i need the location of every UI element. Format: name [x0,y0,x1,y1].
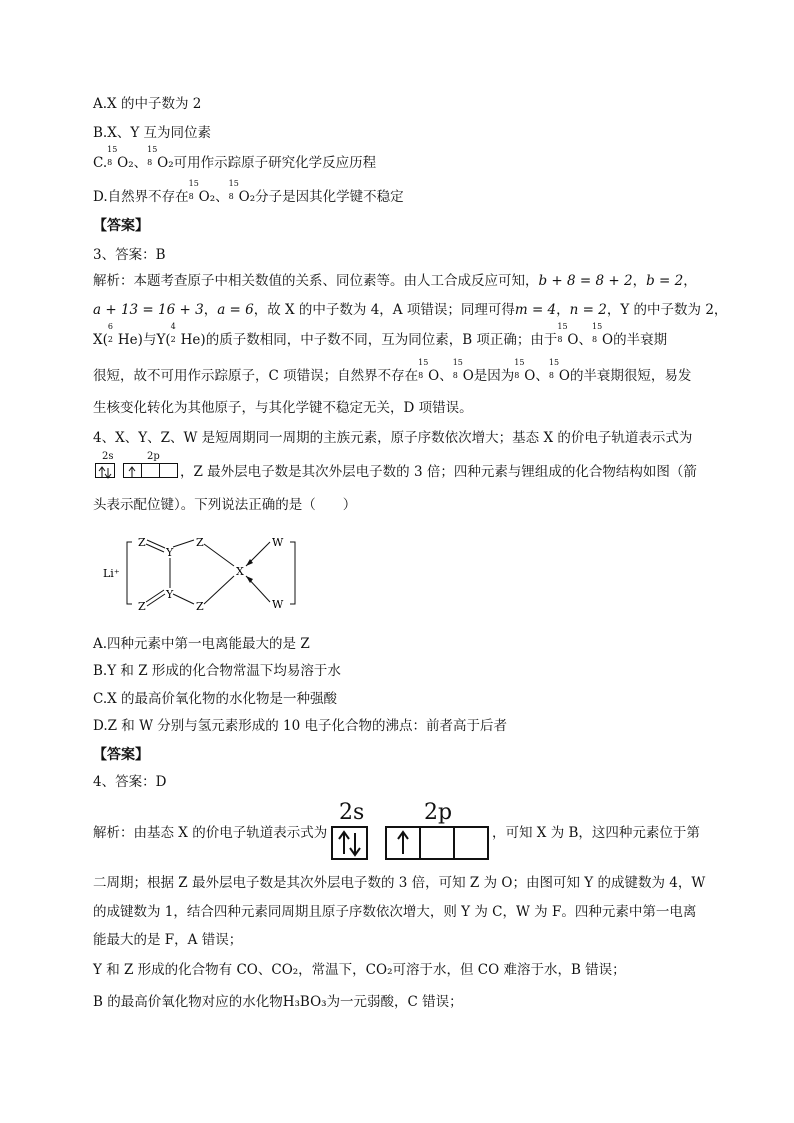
q4-option-b: B.Y 和 Z 形成的化合物常温下均易溶于水 [93,663,341,679]
q4-answer: 4、答案：D [93,774,167,790]
option-a: A.X 的中子数为 2 [93,96,202,112]
option-d: D.自然界不存在 15 8 O₂、 15 8 O₂分子是因其化学键不稳定 [93,179,404,205]
atom-z-top-right: Z [196,536,204,549]
q4-explanation-line-1b: ，可知 X 为 B，这四种元素位于第 [492,825,700,841]
orbital-box-2s [95,463,115,478]
right-bracket [290,542,295,604]
q4-explanation-line-6: B 的最高价氧化物对应的水化物H₃BO₃为一元弱酸，C 错误； [93,994,463,1010]
atom-w-top: W [272,536,284,549]
orbital-box-2p-3 [453,826,489,860]
orbital-box-2p-2 [419,826,455,860]
option-b: B.X、Y 互为同位素 [93,125,212,141]
orbital-label-2s: 2s [102,451,114,462]
q3-explanation-line-2: a + 13 = 16 + 3，a = 6，故 X 的中子数为 4，A 项错误；同理可得m = 4，n = 2，Y 的中子数为 2， [93,302,728,318]
q4-explanation-line-4: 能最大的是 F，A 错误； [93,932,243,948]
atom-y-top: Y [166,546,174,559]
atom-x-center: X [236,565,244,578]
orbital-label-2s: 2s [339,800,365,825]
orbital-box-2p-3 [159,463,178,478]
orbital-label-2p: 2p [147,451,160,462]
orbital-box-2p-1 [385,826,421,860]
q4-explanation-line-5: Y 和 Z 形成的化合物有 CO、CO₂，常温下，CO₂可溶于水，但 CO 难溶于水，B 错误； [93,962,626,978]
bond-lines [146,540,270,606]
orbital-label-2p: 2p [424,800,453,825]
q3-explanation-line-5: 生核变化转化为其他原子，与其化学键不稳定无关，D 项错误。 [93,400,473,416]
atom-z-top-left: Z [138,536,146,549]
paired-electron-arrows-icon [333,828,366,858]
orbital-box-2s [331,826,368,860]
q3-explanation-line-1: 解析：本题考查原子中相关数值的关系、同位素等。由人工合成反应可知，b + 8 = 8 + 2，b = 2， [93,273,697,289]
orbital-box-2p-2 [141,463,160,478]
q4-option-c: C.X 的最高价氧化物的水化物是一种强酸 [93,691,338,707]
up-electron-arrow-icon [124,466,141,479]
q3-answer: 3、答案：B [93,247,166,263]
left-bracket [127,542,132,604]
orbital-box-2p-1 [123,463,142,478]
atom-z-bottom-left: Z [138,600,146,613]
q4-stem-line-3: 头表示配位键）。下列说法正确的是（ ） [93,497,357,513]
up-electron-arrow-icon [387,828,419,858]
q4-explanation-line-1a: 解析：由基态 X 的价电子轨道表示式为 [93,825,328,841]
q3-explanation-line-3: X( 6 2 He)与Y( 4 2 He)的质子数相同，中子数不同，互为同位素，B 项正确；由于 15 8 O、 15 8 O的半衰期 [93,322,668,348]
answer-heading: 【答案】 [93,218,149,234]
answer-heading: 【答案】 [93,747,149,763]
lithium-cation-label: Li⁺ [103,567,120,580]
q3-explanation-line-4: 很短，故不可用作示踪原子，C 项错误；自然界不存在 15 8 O、 15 8 O是因为 15 8 O、 15 8 O的半衰期很短，易发 [93,358,692,384]
orbital-diagram-small [93,452,183,480]
compound-structure-diagram [100,528,310,620]
q4-stem-line-1: 4、X、Y、Z、W 是短周期同一周期的主族元素，原子序数依次增大；基态 X 的价电子轨道表示式为 [93,430,693,446]
orbital-diagram-large [328,800,490,866]
q4-explanation-line-3: 的成键数为 1，结合四种元素同周期且原子序数依次增大，则 Y 为 C，W 为 F。四种元素中第一电离 [93,904,697,920]
atom-y-bottom: Y [166,588,174,601]
atom-z-bottom-right: Z [196,600,204,613]
q4-explanation-line-2: 二周期；根据 Z 最外层电子数是其次外层电子数的 3 倍，可知 Z 为 O；由图可知 Y 的成键数为 4，W [93,875,706,891]
q4-option-a: A.四种元素中第一电离能最大的是 Z [93,636,310,652]
atom-w-bottom: W [272,598,284,611]
option-c: C. 15 8 O₂、 15 8 O₂可用作示踪原子研究化学反应历程 [93,145,377,171]
paired-electron-arrows-icon [96,466,114,479]
q4-option-d: D.Z 和 W 分别与氢元素形成的 10 电子化合物的沸点：前者高于后者 [93,718,508,734]
q4-stem-line-2: ，Z 最外层电子数是其次外层电子数的 3 倍；四种元素与锂组成的化合物结构如图（箭 [180,464,697,480]
